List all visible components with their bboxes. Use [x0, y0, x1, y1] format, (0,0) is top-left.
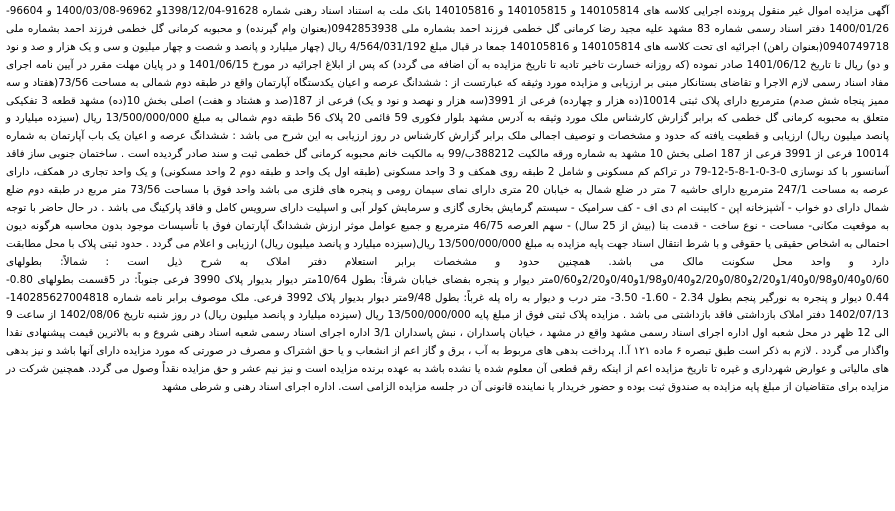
- auction-notice-text: آگهی مزایده اموال غیر منقول پرونده اجرایی کلاسه های 140105814 و 140105815 و 140105816 بانک ملت به استناد اسناد رهنی شماره 91628-1398/12/04و 96962-1400/03/08 و 96604-1400/01/26 دفتر اسناد رسمی شماره 83 مشهد علیه مجید رضا کرمانی گل خطمی فرزند احمد بشماره ملی 0942853938(بعنوان وام گیرنده) و محبوبه کرمانی گل خطمی فرزند احمد بشماره ملی 0940749718(بعنوان راهن) اجرائیه ای تحت کلاسه های 140105814 و 140105816 جمعا در قبال مبلغ 4/564/031/192 ریال (چهار میلیارد و پانصد و شصت و چهار میلیون و سی و یک هزار و صد و نود و دو) ریال تا تاریخ 1401/06/12 صادر نموده (که روزانه خسارت تاخیر تادیه تا تاریخ مزایده به آن اضافه می گردد) که پس از ابلاغ اجرائیه در مورخ 1401/06/15 و در پایان مهلت مقرر در آیین نامه اجرای مفاد اسناد رسمی لازم الاجرا و تقاضای بستانکار مبنی بر ارزیابی و مزایده مورد وثیقه که عبارتست از : ششدانگ عرصه و اعیان یکدستگاه آپارتمان واقع در طبقه دوم شمالی به مساحت 73/56(هفتاد و سه ممیز پنجاه شش صدم) مترمربع دارای پلاک ثبتی 10014(ده هزار و چهارده) فرعی از 3991(سه هزار و نهصد و نود و یک) فرعی از 187(صد و هشتاد و هفت) اصلی بخش 10(ده) مشهد قطعه 3 تفکیکی متعلق به محبوبه کرمانی گل خطمی که برابر گزارش کارشناس ملک مورد وثیقه به آدرس مشهد بلوار فکوری 59 قائمی 20 پلاک 56 طبقه دوم شمالی به مبلغ 13/500/000/000 ریال (سیزده میلیارد و پانصد میلیون ریال) ارزیابی و قطعیت یافته که حدود و مشخصات و توصیف اجمالی ملک برابر گزارش کارشناس در روز ارزیابی به این شرح می باشد : ششدانگ عرصه و اعیان یک باب آپارتمان به شماره 10014 فرعی از 3991 فرعی از 187 اصلی بخش 10 مشهد به شماره ورقه مالکیت 388212ب/99 به مالکیت خانم محبوبه کرمانی گل خطمی ثبت و سند صادر گردیده است . ساختمان جنوبی ساز فاقد آسانسور با کد نوسازی 0-3-0-1-8-5-12-79 در تراکم کم مسکونی و شامل 2 طبقه روی همکف و 3 واحد مسکونی (طبقه اول یک واحد و طبقه دوم 2 واحد مسکونی) و یک واحد تجاری در همکف، دارای عرصه به مساحت 247/1 مترمربع دارای حاشیه 7 متر در ضلع شمال به خیابان 20 متری دارای نمای سیمان رومی و پنجره های فلزی می باشد واحد فوق با مساحت 73/56 متر مربع در طبقه دوم ضلع شمال دارای دو خواب - آشپزخانه اپن - کابینت ام دی اف - کف سرامیک - سیستم گرمایش بخاری گازی و سرمایش کولر آبی و اسپلیت دارای سرویس کامل و فاقد پارکینگ می باشد . در حال حاضر با توجه به موقعیت مکانی- مساحت - نوع ساخت - قدمت بنا (بیش از 25 سال) - سهم العرصه 46/75 مترمربع و جمیع عوامل موثر ارزش ششدانگ آپارتمان فوق با تأسیسات موجود بدون محاسبه هرگونه دیون احتمالی به اشخاص حقیقی یا حقوقی و با شرط انتقال اسناد جهت پایه مزایده به مبلغ 13/500/000/000 ریال(سیزده میلیارد و پانصد میلیون ریال) ارزیابی و اعلام می گردد . حدود ثبتی پلاک با محل مطابقت دارد و واحد محل سکونت مالک می باشد. همچنین حدود و مشخصات برابر استعلام دفتر املاک به شرح ذیل است : شمالاً: بطولهای 0/60و0/40و0/98و1/40و2/20و0/80و2/20و0/40و1/98و0/40و2/20و0/60متر دیوار و پنجره بفضای خیابان شرقاً: بطول 10/64متر دیوار بدیوار پلاک 3990 فرعی جنوباً: در 5قسمت بطولهای 0.80- 0.44 دیوار و پنجره به نورگیر پنجم بطول 2.34 - 1.60- 3.50- متر درب و دیوار به راه پله غرباً: بطول 9/48متر دیوار بدیوار پلاک 3992 فرعی. ملک موصوف برابر نامه شماره 140285627004818-1402/07/13 دفتر املاک بازداشتی فاقد بازداشتی می باشد . مزایده پلاک ثبتی فوق از مبلغ پایه 13/500/000/000 ریال (سیزده میلیارد و پانصد میلیون ریال) در روز شنبه تاریخ 1402/08/06 از ساعت 9 الی 12 ظهر در محل شعبه اول اداره اجرای اسناد رسمی مشهد واقع در مشهد ، خیابان پاسداران ، نبش پاسداران 3/1 اداره اجرای اسناد رسمی شعبه اسناد رهنی شروع و به بالاترین قیمت پیشنهادی نقدا واگذار می گردد . لازم به ذکر است طبق تبصره ۶ ماده ۱۲۱ آ.ا. پرداخت بدهی های مربوط به آب ، برق و گاز اعم از انشعاب و یا حق اشتراک و مصرف در صورتی که مورد مزایده دارای آنها باشد و نیز بدهی های مالیاتی و عوارض شهرداری و غیره تا تاریخ مزایده اعم از اینکه رقم قطعی آن معلوم شده یا نشده باشد به عهده برنده مزایده است و نیز نیم عشر و حق مزایده نقداً وصول می گردد. همچنین شرکت در مزایده برای متقاضیان از مبلغ پایه مزایده به صندوق ثبت بوده و حضور خریدار یا نماینده قانونی آن در جلسه مزایده الزامی است. اداره اجرای اسناد رهنی و شرطی مشهد: [6, 5, 890, 394]
